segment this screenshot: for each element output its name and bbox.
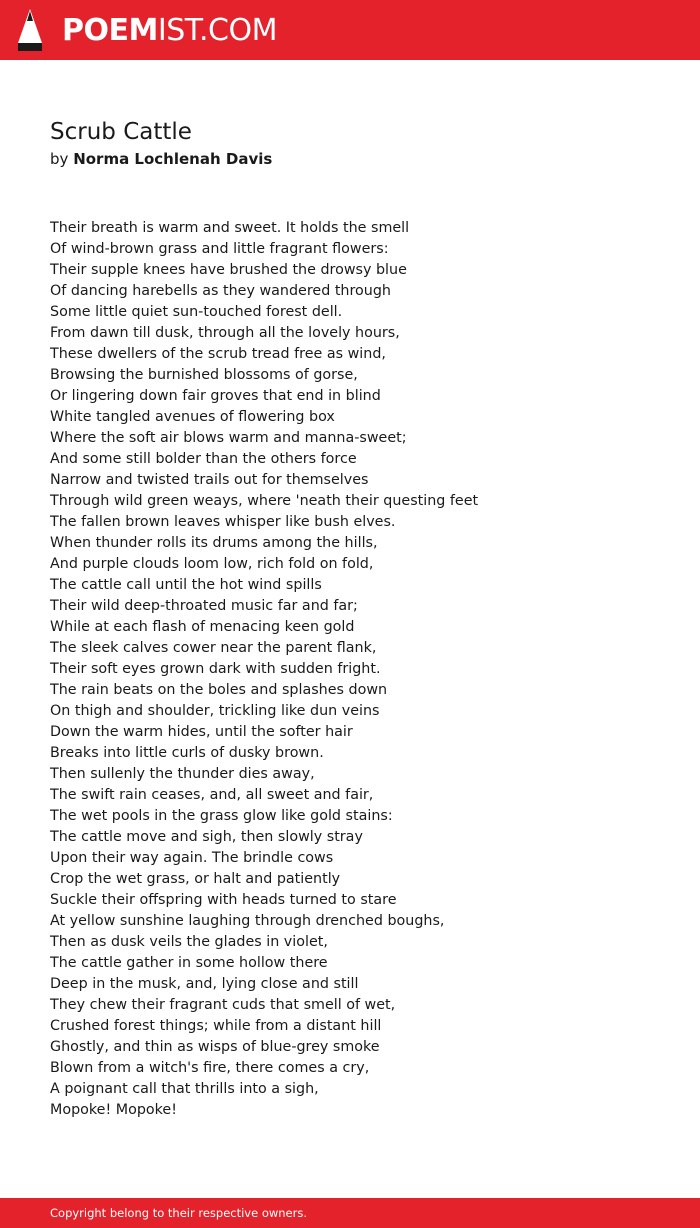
- poem-line: Some little quiet sun-touched forest dell.: [50, 304, 343, 320]
- poem-line: Their wild deep-throated music far and far;: [50, 598, 358, 614]
- poem-line: Their soft eyes grown dark with sudden fright.: [50, 661, 381, 677]
- poem-line: The sleek calves cower near the parent flank,: [50, 640, 377, 656]
- site-header: [0, 0, 700, 60]
- poem-line: Then sullenly the thunder dies away,: [50, 766, 315, 782]
- poem-line: Blown from a witch's fire, there comes a cry,: [50, 1060, 370, 1076]
- poem-line: Their supple knees have brushed the drowsy blue: [50, 262, 407, 278]
- poem-body: [50, 218, 670, 1121]
- poem-line: When thunder rolls its drums among the hills,: [50, 535, 378, 551]
- poem-line: Through wild green weays, where 'neath their questing feet: [50, 493, 479, 509]
- poem-line: Of wind-brown grass and little fragrant flowers:: [50, 241, 389, 257]
- poem-line: Or lingering down fair groves that end in blind: [50, 388, 381, 404]
- poem-line: Their breath is warm and sweet. It holds the smell: [50, 220, 410, 236]
- poem-line: Suckle their offspring with heads turned to stare: [50, 892, 397, 908]
- poem-line: Where the soft air blows warm and manna-sweet;: [50, 430, 407, 446]
- poem-line: On thigh and shoulder, trickling like dun veins: [50, 703, 380, 719]
- brand-light-text: IST.COM: [157, 13, 277, 48]
- poem-line: And purple clouds loom low, rich fold on fold,: [50, 556, 374, 572]
- poem-line: Down the warm hides, until the softer hair: [50, 724, 353, 740]
- poem-line: Mopoke! Mopoke!: [50, 1102, 177, 1118]
- poem-title: Scrub Cattle: [50, 119, 192, 145]
- poem-line: From dawn till dusk, through all the lovely hours,: [50, 325, 400, 341]
- poem-line: A poignant call that thrills into a sigh,: [50, 1081, 319, 1097]
- poem-line: The cattle call until the hot wind spills: [50, 577, 322, 593]
- brand-strong-text: POEM: [62, 13, 158, 48]
- poem-line: Of dancing harebells as they wandered through: [50, 283, 391, 299]
- poem-line: These dwellers of the scrub tread free as wind,: [50, 346, 386, 362]
- poem-line: Ghostly, and thin as wisps of blue-grey smoke: [50, 1039, 380, 1055]
- poem-line: The wet pools in the grass glow like gold stains:: [50, 808, 393, 824]
- site-logo-link[interactable]: [62, 11, 277, 51]
- poem-line: Then as dusk veils the glades in violet,: [50, 934, 328, 950]
- poem-line: The rain beats on the boles and splashes down: [50, 682, 388, 698]
- poem-line: The cattle gather in some hollow there: [50, 955, 328, 971]
- copyright-text: Copyright belong to their respective owners.: [50, 1206, 308, 1220]
- site-footer: [0, 1198, 700, 1228]
- poem-line: Narrow and twisted trails out for themselves: [50, 472, 369, 488]
- poem-line: At yellow sunshine laughing through drenched boughs,: [50, 913, 445, 929]
- poem-line: The fallen brown leaves whisper like bush elves.: [50, 514, 396, 530]
- poem-line: And some still bolder than the others force: [50, 451, 357, 467]
- poem-line: Deep in the musk, and, lying close and still: [50, 976, 359, 992]
- poem-line: They chew their fragrant cuds that smell of wet,: [50, 997, 396, 1013]
- byline: [50, 149, 272, 169]
- poem-line: The cattle move and sigh, then slowly stray: [50, 829, 363, 845]
- poem-line: Crushed forest things; while from a distant hill: [50, 1018, 382, 1034]
- author-name: Norma Lochlenah Davis: [73, 150, 273, 168]
- poem-line: Breaks into little curls of dusky brown.: [50, 745, 324, 761]
- poem-line: While at each flash of menacing keen gold: [50, 619, 355, 635]
- poem-line: The swift rain ceases, and, all sweet and fair,: [50, 787, 374, 803]
- poem-line: White tangled avenues of flowering box: [50, 409, 335, 425]
- poem-line: Browsing the burnished blossoms of gorse,: [50, 367, 358, 383]
- pencil-tip-icon[interactable]: [18, 9, 42, 51]
- poem-line: Upon their way again. The brindle cows: [50, 850, 334, 866]
- by-label: by: [50, 150, 69, 168]
- poem-line: Crop the wet grass, or halt and patiently: [50, 871, 341, 887]
